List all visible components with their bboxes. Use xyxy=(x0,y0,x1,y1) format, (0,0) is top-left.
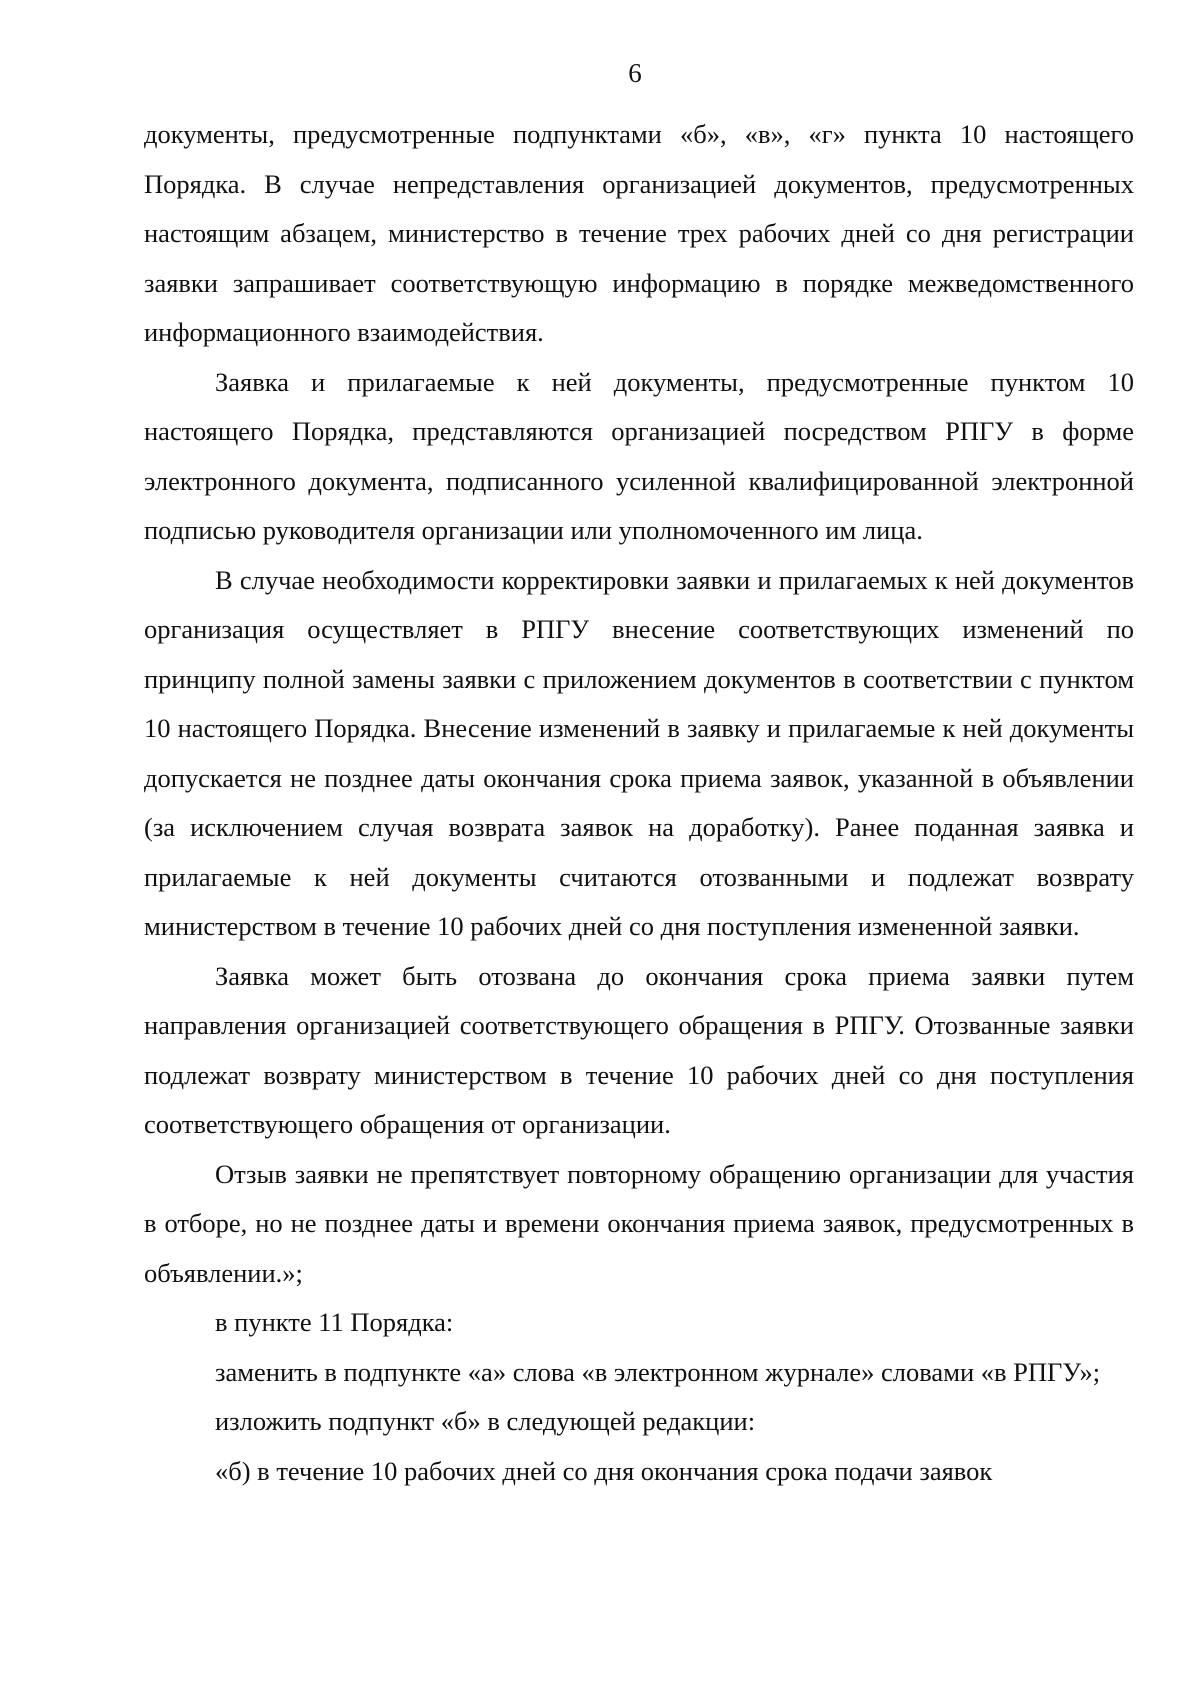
paragraph-6: в пункте 11 Порядка: xyxy=(215,1307,454,1337)
paragraph-5: Отзыв заявки не препятствует повторному обращению организации для участия в отборе, но не позднее даты и времени окончания приема заявок, предусмотренных в объявлении.»; xyxy=(144,1158,1134,1288)
paragraph-9: «б) в течение 10 рабочих дней со дня окончания срока подачи заявок xyxy=(215,1455,993,1486)
paragraph-3: В случае необходимости корректировки заявки и прилагаемых к ней документов организация осуществляет в РПГУ внесение соответствующих изменений по принципу полной замены заявки с приложением документов в соответствии с пунктом 10 настоящего Порядка. Внесение изменений в заявку и прилагаемые к ней документы допускается не позднее даты окончания срока приема заявок, указанной в объявлении (за исключением случая возврата заявок на доработку). Ранее поданная заявка и прилагаемые к ней документы считаются отозванными и подлежат возврату министерством в течение 10 рабочих дней со дня поступления измененной заявки. xyxy=(144,564,1134,941)
document-body xyxy=(144,110,1134,1496)
paragraph-7: заменить в подпункте «а» слова «в электронном журнале» словами «в РПГУ»; xyxy=(215,1356,1101,1387)
paragraph-1: документы, предусмотренные подпунктами «б», «в», «г» пункта 10 настоящего Порядка. В случае непредставления организацией документов, предусмотренных настоящим абзацем, министерство в течение трех рабочих дней со дня регистрации заявки запрашивает соответствующую информацию в порядке межведомственного информационного взаимодействия. xyxy=(144,119,1134,347)
page-number: 6 xyxy=(628,58,642,88)
paragraph-2: Заявка и прилагаемые к ней документы, предусмотренные пунктом 10 настоящего Порядка, представляются организацией посредством РПГУ в форме электронного документа, подписанного усиленной квалифицированной электронной подписью руководителя организации или уполномоченного им лица. xyxy=(144,366,1134,545)
paragraph-8: изложить подпункт «б» в следующей редакции: xyxy=(215,1406,756,1436)
paragraph-4: Заявка может быть отозвана до окончания срока приема заявки путем направления организацией соответствующего обращения в РПГУ. Отозванные заявки подлежат возврату министерством в течение 10 рабочих дней со дня поступления соответствующего обращения от организации. xyxy=(144,960,1134,1139)
